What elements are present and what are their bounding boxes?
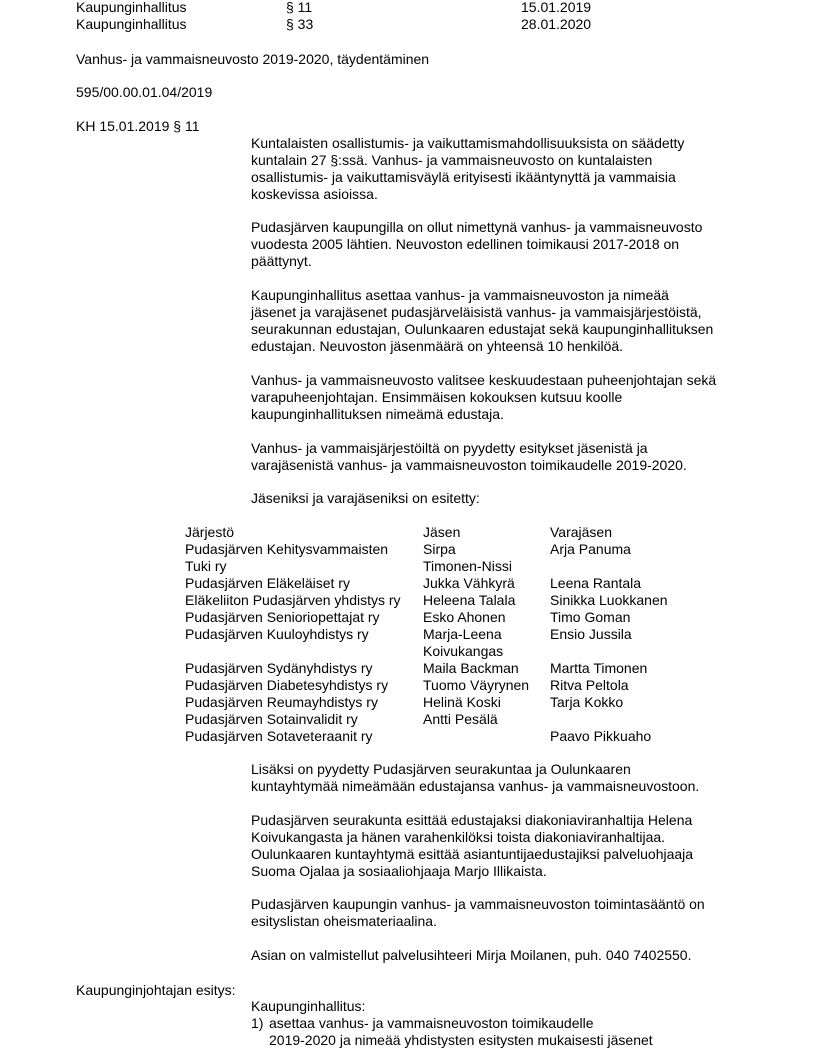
member-cell: Helinä Koski	[423, 694, 501, 710]
text-line: Jäseniksi ja varajäseniksi on esitetty:	[251, 490, 480, 506]
paragraph-3	[251, 287, 751, 355]
text-line: osallistumis- ja vaikuttamisväylä erityisesti ikääntynyttä ja vammaisia	[251, 169, 676, 185]
paragraph-6	[251, 490, 751, 507]
member-cell: Timonen-Nissi	[423, 558, 512, 574]
text-line: Vanhus- ja vammaisneuvosto valitsee keskuudestaan puheenjohtajan sekä	[251, 372, 717, 388]
text-line: edustajan. Neuvoston jäsenmäärä on yhteensä 10 henkilöä.	[251, 338, 624, 354]
text-line: kuntalain 27 §:ssä. Vanhus- ja vammaisneuvosto on kuntalaisten	[251, 152, 653, 168]
deputy-cell: Ensio Jussila	[550, 626, 632, 642]
text-line: Pudasjärven kaupungin vanhus- ja vammaisneuvoston toimintasääntö on	[251, 896, 705, 912]
organization-cell: Pudasjärven Reumayhdistys ry	[185, 694, 378, 710]
deputy-cell: Tarja Kokko	[550, 694, 624, 710]
text-line: vuodesta 2005 lähtien. Neuvoston edellinen toimikausi 2017-2018 on	[251, 236, 680, 252]
deputy-cell: Martta Timonen	[550, 660, 648, 676]
member-cell: Maila Backman	[423, 660, 519, 676]
text-line: kaupunginhallituksen nimeämä edustaja.	[251, 406, 504, 422]
table-row	[185, 660, 705, 677]
header-section-2: § 33	[286, 16, 314, 32]
text-line: kuntayhtymää nimeämään edustajansa vanhus- ja vammaisneuvostoon.	[251, 778, 700, 794]
table-header-row	[185, 524, 705, 541]
table-row	[185, 575, 705, 592]
header-deputy: Varajäsen	[550, 524, 613, 540]
text-line: seurakunnan edustajan, Oulunkaaren edustajat sekä kaupunginhallituksen	[251, 321, 714, 337]
organization-cell: Pudasjärven Eläkeläiset ry	[185, 575, 350, 591]
proposal-section	[251, 998, 653, 1049]
organization-cell: Pudasjärven Kehitysvammaisten	[185, 541, 389, 557]
deputy-cell: Leena Rantala	[550, 575, 642, 591]
table-row	[185, 609, 705, 626]
meeting-reference: KH 15.01.2019 § 11	[76, 118, 200, 134]
member-cell: Heleena Talala	[423, 592, 516, 608]
text-line: Kaupunginhallitus asettaa vanhus- ja vammaisneuvoston ja nimeää	[251, 287, 669, 303]
organization-cell: Pudasjärven Sydänyhdistys ry	[185, 660, 373, 676]
organization-cell: Pudasjärven Diabetesyhdistys ry	[185, 677, 389, 693]
proposal-item-number: 1)	[251, 1015, 264, 1031]
deputy-cell: Paavo Pikkuaho	[550, 728, 652, 744]
text-line: Asian on valmistellut palvelusihteeri Mirja Moilanen, puh. 040 7402550.	[251, 947, 692, 963]
organization-cell: Pudasjärven Sotaveteraanit ry	[185, 728, 373, 744]
text-line: koskevissa asioissa.	[251, 186, 378, 202]
paragraph-7	[251, 761, 751, 795]
deputy-cell: Ritva Peltola	[550, 677, 629, 693]
text-line: Oulunkaaren kuntayhtymä esittää asiantuntijaedustajiksi palveluohjaaja	[251, 846, 694, 862]
paragraph-9	[251, 896, 751, 930]
member-cell: Tuomo Väyrynen	[423, 677, 530, 693]
member-cell: Marja-Leena	[423, 626, 502, 642]
header-date-2: 28.01.2020	[521, 16, 592, 32]
text-line: Lisäksi on pyydetty Pudasjärven seurakuntaa ja Oulunkaaren	[251, 761, 631, 777]
record-number: 595/00.00.01.04/2019	[76, 84, 213, 100]
paragraph-2	[251, 219, 751, 270]
member-cell: Koivukangas	[423, 643, 504, 659]
table-row	[185, 711, 705, 728]
text-line: varapuheenjohtajan. Ensimmäisen kokouksen kutsuu koolle	[251, 389, 623, 405]
proposal-item-text: asettaa vanhus- ja vammaisneuvoston toimikaudelle	[269, 1015, 594, 1031]
organization-cell: Pudasjärven Kuuloyhdistys ry	[185, 626, 369, 642]
member-cell: Sirpa	[423, 541, 456, 557]
table-row	[185, 541, 705, 558]
header-organization: Järjestö	[185, 524, 235, 540]
paragraph-8	[251, 812, 751, 880]
organization-cell: Tuki ry	[185, 558, 227, 574]
paragraph-1	[251, 135, 751, 203]
proposal-label: Kaupunginjohtajan esitys:	[76, 982, 236, 998]
proposal-item	[251, 1015, 653, 1032]
proposal-item-continuation: 2019-2020 ja nimeää yhdistysten esitysten mukaisesti jäsenet	[269, 1032, 653, 1048]
deputy-cell: Arja Panuma	[550, 541, 631, 557]
organization-cell: Pudasjärven Sotainvalidit ry	[185, 711, 358, 727]
table-row	[185, 728, 705, 745]
paragraph-5	[251, 440, 751, 474]
proposal-lead: Kaupunginhallitus:	[251, 998, 366, 1014]
table-row	[185, 694, 705, 711]
header-body-1: Kaupunginhallitus	[76, 0, 187, 15]
text-line: esityslistan oheismateriaalina.	[251, 913, 437, 929]
table-row	[185, 558, 705, 575]
deputy-cell: Timo Goman	[550, 609, 631, 625]
text-line: Koivukangasta ja hänen varahenkilöksi toista diakoniaviranhaltijaa.	[251, 829, 666, 845]
member-cell: Esko Ahonen	[423, 609, 506, 625]
table-row	[185, 592, 705, 609]
header-date-1: 15.01.2019	[521, 0, 592, 15]
text-line: Pudasjärven kaupungilla on ollut nimettynä vanhus- ja vammaisneuvosto	[251, 219, 703, 235]
paragraph-10	[251, 947, 751, 964]
members-table	[185, 524, 705, 745]
deputy-cell: Sinikka Luokkanen	[550, 592, 668, 608]
organization-cell: Pudasjärven Senioriopettajat ry	[185, 609, 380, 625]
text-line: jäsenet ja varajäsenet pudasjärveläisistä vanhus- ja vammaisjärjestöistä,	[251, 304, 702, 320]
header-member: Jäsen	[423, 524, 461, 540]
member-cell: Jukka Vähkyrä	[423, 575, 515, 591]
paragraph-4	[251, 372, 751, 423]
document-title: Vanhus- ja vammaisneuvosto 2019-2020, täydentäminen	[76, 51, 430, 67]
text-line: varajäsenistä vanhus- ja vammaisneuvoston toimikaudelle 2019-2020.	[251, 457, 687, 473]
header-body-2: Kaupunginhallitus	[76, 16, 187, 32]
table-row	[185, 677, 705, 694]
text-line: päättynyt.	[251, 253, 312, 269]
member-cell: Antti Pesälä	[423, 711, 498, 727]
text-line: Kuntalaisten osallistumis- ja vaikuttamismahdollisuuksista on säädetty	[251, 135, 685, 151]
text-line: Pudasjärven seurakunta esittää edustajaksi diakoniaviranhaltija Helena	[251, 812, 693, 828]
table-row	[185, 626, 705, 643]
header-section-1: § 11	[286, 0, 313, 15]
text-line: Suoma Ojalaa ja sosiaaliohjaaja Marjo Illikaista.	[251, 863, 547, 879]
organization-cell: Eläkeliiton Pudasjärven yhdistys ry	[185, 592, 401, 608]
table-row	[185, 643, 705, 660]
text-line: Vanhus- ja vammaisjärjestöiltä on pyydetty esitykset jäsenistä ja	[251, 440, 648, 456]
